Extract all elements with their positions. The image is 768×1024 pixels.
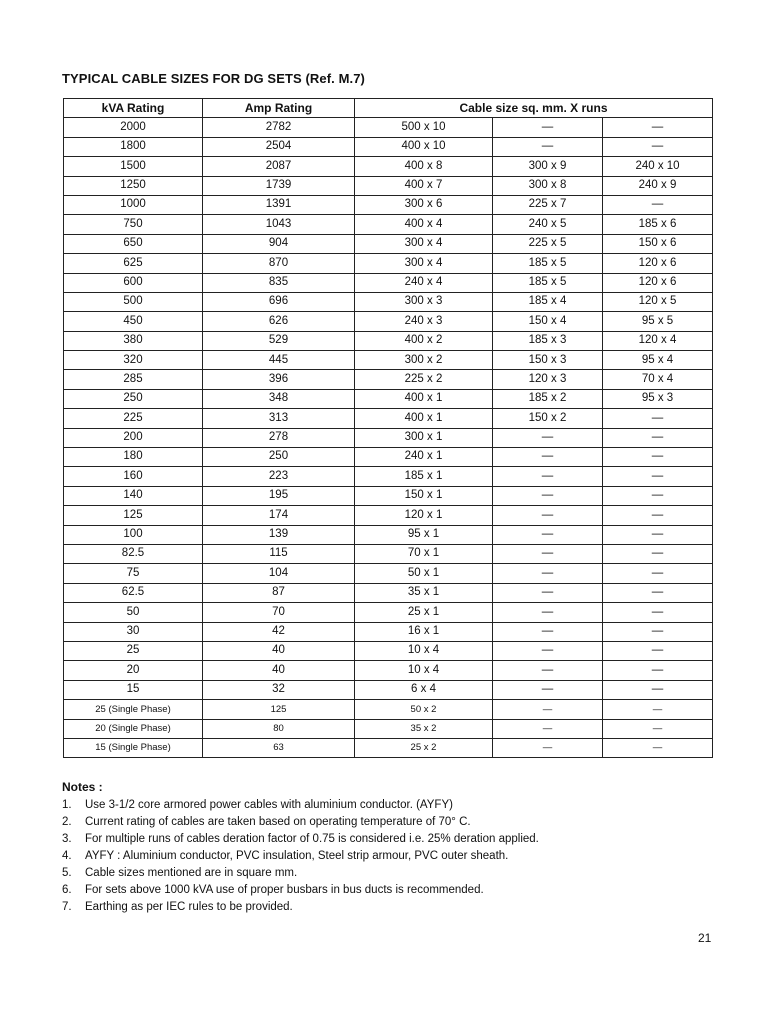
amp-rating-cell: 2087	[203, 157, 355, 176]
cable-size-run-3-cell: —	[603, 603, 713, 622]
note-item	[62, 797, 539, 814]
cable-size-run-1-cell: 300 x 6	[355, 195, 493, 214]
cable-size-table	[63, 98, 713, 758]
kva-rating-cell: 500	[64, 292, 203, 311]
cable-size-run-3-cell: —	[603, 661, 713, 680]
note-text: Cable sizes mentioned are in square mm.	[85, 867, 298, 879]
cable-size-run-3-cell: —	[603, 622, 713, 641]
cable-size-run-1-cell: 25 x 1	[355, 603, 493, 622]
cable-size-run-1-cell: 120 x 1	[355, 506, 493, 525]
cable-size-run-2-cell: —	[493, 738, 603, 757]
note-number: 6.	[62, 884, 72, 896]
amp-rating-cell: 529	[203, 331, 355, 350]
amp-rating-cell: 1739	[203, 176, 355, 195]
cable-size-run-2-cell: 185 x 5	[493, 273, 603, 292]
cable-size-run-2-cell: 150 x 4	[493, 312, 603, 331]
kva-rating-cell: 600	[64, 273, 203, 292]
amp-rating-cell: 348	[203, 389, 355, 408]
cable-size-run-1-cell: 6 x 4	[355, 680, 493, 699]
amp-rating-cell: 445	[203, 351, 355, 370]
table-row	[64, 254, 713, 273]
cable-size-run-3-cell: 120 x 6	[603, 273, 713, 292]
cable-size-run-2-cell: 240 x 5	[493, 215, 603, 234]
note-item	[62, 848, 539, 865]
cable-size-run-1-cell: 400 x 1	[355, 389, 493, 408]
amp-rating-cell: 904	[203, 234, 355, 253]
amp-rating-cell: 139	[203, 525, 355, 544]
cable-size-run-1-cell: 400 x 1	[355, 409, 493, 428]
amp-rating-cell: 696	[203, 292, 355, 311]
kva-rating-cell: 285	[64, 370, 203, 389]
cable-size-run-2-cell: —	[493, 680, 603, 699]
cable-size-run-1-cell: 70 x 1	[355, 544, 493, 563]
table-row	[64, 273, 713, 292]
kva-rating-cell: 2000	[64, 118, 203, 137]
cable-size-run-2-cell: —	[493, 700, 603, 719]
cable-size-run-1-cell: 500 x 10	[355, 118, 493, 137]
header-amp-rating: Amp Rating	[203, 99, 355, 118]
cable-size-run-2-cell: —	[493, 467, 603, 486]
cable-size-run-2-cell: —	[493, 661, 603, 680]
note-number: 7.	[62, 901, 72, 913]
cable-size-run-1-cell: 95 x 1	[355, 525, 493, 544]
cable-size-run-1-cell: 300 x 4	[355, 254, 493, 273]
cable-size-run-3-cell: 95 x 4	[603, 351, 713, 370]
kva-rating-cell: 750	[64, 215, 203, 234]
cable-size-run-1-cell: 35 x 2	[355, 719, 493, 738]
table-row	[64, 234, 713, 253]
kva-rating-cell: 82.5	[64, 544, 203, 563]
cable-size-run-1-cell: 240 x 3	[355, 312, 493, 331]
kva-rating-cell: 380	[64, 331, 203, 350]
cable-size-run-2-cell: —	[493, 506, 603, 525]
note-number: 4.	[62, 850, 72, 862]
kva-rating-cell: 140	[64, 486, 203, 505]
table-row	[64, 157, 713, 176]
table-row	[64, 312, 713, 331]
table-row	[64, 641, 713, 660]
table-row	[64, 544, 713, 563]
amp-rating-cell: 835	[203, 273, 355, 292]
table-row	[64, 506, 713, 525]
cable-size-run-3-cell: —	[603, 719, 713, 738]
cable-size-run-2-cell: 120 x 3	[493, 370, 603, 389]
note-item	[62, 882, 539, 899]
amp-rating-cell: 80	[203, 719, 355, 738]
kva-rating-cell: 625	[64, 254, 203, 273]
cable-size-run-1-cell: 10 x 4	[355, 641, 493, 660]
kva-rating-cell: 75	[64, 564, 203, 583]
table-row	[64, 195, 713, 214]
cable-size-run-3-cell: —	[603, 544, 713, 563]
note-text: Earthing as per IEC rules to be provided.	[85, 901, 293, 913]
kva-rating-cell: 650	[64, 234, 203, 253]
table-row	[64, 603, 713, 622]
table-row	[64, 370, 713, 389]
cable-size-run-2-cell: —	[493, 583, 603, 602]
table-row	[64, 331, 713, 350]
cable-size-run-3-cell: —	[603, 195, 713, 214]
kva-rating-cell: 1500	[64, 157, 203, 176]
kva-rating-cell: 62.5	[64, 583, 203, 602]
kva-rating-cell: 20	[64, 661, 203, 680]
cable-size-run-2-cell: —	[493, 428, 603, 447]
amp-rating-cell: 87	[203, 583, 355, 602]
kva-rating-cell: 1800	[64, 137, 203, 156]
amp-rating-cell: 174	[203, 506, 355, 525]
table-row	[64, 486, 713, 505]
table-row	[64, 137, 713, 156]
cable-size-run-1-cell: 35 x 1	[355, 583, 493, 602]
note-text: Current rating of cables are taken based on operating temperature of 70° C.	[85, 816, 471, 828]
cable-size-run-3-cell: —	[603, 525, 713, 544]
cable-size-run-3-cell: 70 x 4	[603, 370, 713, 389]
cable-size-run-1-cell: 25 x 2	[355, 738, 493, 757]
header-kva-rating: kVA Rating	[64, 99, 203, 118]
note-text: For sets above 1000 kVA use of proper busbars in bus ducts is recommended.	[85, 884, 484, 896]
amp-rating-cell: 32	[203, 680, 355, 699]
amp-rating-cell: 396	[203, 370, 355, 389]
cable-size-run-3-cell: —	[603, 486, 713, 505]
note-text: For multiple runs of cables deration factor of 0.75 is considered i.e. 25% deration applied.	[85, 833, 539, 845]
page-number: 21	[698, 931, 712, 945]
kva-rating-cell: 50	[64, 603, 203, 622]
cable-size-run-2-cell: —	[493, 525, 603, 544]
cable-size-run-3-cell: 240 x 10	[603, 157, 713, 176]
kva-rating-cell: 250	[64, 389, 203, 408]
cable-size-run-2-cell: —	[493, 137, 603, 156]
cable-size-run-3-cell: —	[603, 564, 713, 583]
cable-size-run-2-cell: 185 x 5	[493, 254, 603, 273]
cable-size-run-2-cell: 150 x 3	[493, 351, 603, 370]
cable-size-run-1-cell: 400 x 7	[355, 176, 493, 195]
table-body	[64, 118, 713, 758]
kva-rating-cell: 1250	[64, 176, 203, 195]
cable-size-run-1-cell: 400 x 2	[355, 331, 493, 350]
amp-rating-cell: 115	[203, 544, 355, 563]
cable-size-run-2-cell: 185 x 4	[493, 292, 603, 311]
table-row	[64, 215, 713, 234]
kva-rating-cell: 180	[64, 448, 203, 467]
cable-size-run-2-cell: —	[493, 603, 603, 622]
kva-rating-cell: 25	[64, 641, 203, 660]
table-row	[64, 622, 713, 641]
cable-size-run-2-cell: 185 x 2	[493, 389, 603, 408]
cable-size-run-1-cell: 185 x 1	[355, 467, 493, 486]
table-row	[64, 700, 713, 719]
cable-size-run-3-cell: 120 x 5	[603, 292, 713, 311]
table-row	[64, 448, 713, 467]
cable-size-run-2-cell: —	[493, 719, 603, 738]
table-row	[64, 428, 713, 447]
amp-rating-cell: 626	[203, 312, 355, 331]
cable-size-run-1-cell: 300 x 4	[355, 234, 493, 253]
cable-size-run-1-cell: 240 x 1	[355, 448, 493, 467]
note-item	[62, 899, 539, 916]
cable-size-run-3-cell: 95 x 3	[603, 389, 713, 408]
amp-rating-cell: 70	[203, 603, 355, 622]
note-item	[62, 865, 539, 882]
cable-size-run-1-cell: 400 x 8	[355, 157, 493, 176]
table-row	[64, 661, 713, 680]
kva-rating-cell: 200	[64, 428, 203, 447]
cable-size-run-2-cell: 185 x 3	[493, 331, 603, 350]
cable-size-run-1-cell: 400 x 10	[355, 137, 493, 156]
table-row	[64, 738, 713, 757]
cable-size-run-3-cell: 95 x 5	[603, 312, 713, 331]
kva-rating-cell: 225	[64, 409, 203, 428]
notes-title: Notes :	[62, 780, 103, 794]
amp-rating-cell: 104	[203, 564, 355, 583]
cable-size-run-2-cell: 300 x 8	[493, 176, 603, 195]
cable-size-run-3-cell: —	[603, 137, 713, 156]
cable-size-run-3-cell: 185 x 6	[603, 215, 713, 234]
cable-size-run-2-cell: —	[493, 118, 603, 137]
cable-size-run-1-cell: 300 x 3	[355, 292, 493, 311]
kva-rating-cell: 160	[64, 467, 203, 486]
cable-size-run-2-cell: —	[493, 622, 603, 641]
cable-size-run-2-cell: 150 x 2	[493, 409, 603, 428]
note-item	[62, 814, 539, 831]
table-header-row	[64, 99, 713, 118]
cable-size-run-3-cell: 120 x 4	[603, 331, 713, 350]
table-row	[64, 176, 713, 195]
cable-size-run-1-cell: 150 x 1	[355, 486, 493, 505]
cable-size-run-1-cell: 50 x 2	[355, 700, 493, 719]
cable-size-run-3-cell: 150 x 6	[603, 234, 713, 253]
kva-rating-cell: 100	[64, 525, 203, 544]
cable-size-run-2-cell: —	[493, 448, 603, 467]
cable-size-run-3-cell: 240 x 9	[603, 176, 713, 195]
table-row	[64, 583, 713, 602]
amp-rating-cell: 278	[203, 428, 355, 447]
amp-rating-cell: 1043	[203, 215, 355, 234]
kva-rating-cell: 15 (Single Phase)	[64, 738, 203, 757]
cable-size-run-3-cell: —	[603, 409, 713, 428]
cable-size-run-3-cell: 120 x 6	[603, 254, 713, 273]
table-row	[64, 389, 713, 408]
amp-rating-cell: 870	[203, 254, 355, 273]
cable-size-run-3-cell: —	[603, 583, 713, 602]
header-cable-size: Cable size sq. mm. X runs	[355, 99, 713, 118]
kva-rating-cell: 15	[64, 680, 203, 699]
amp-rating-cell: 1391	[203, 195, 355, 214]
table-row	[64, 292, 713, 311]
cable-size-run-3-cell: —	[603, 738, 713, 757]
note-number: 3.	[62, 833, 72, 845]
cable-size-run-1-cell: 400 x 4	[355, 215, 493, 234]
kva-rating-cell: 450	[64, 312, 203, 331]
cable-size-run-2-cell: 225 x 5	[493, 234, 603, 253]
table-row	[64, 467, 713, 486]
notes-list	[62, 797, 539, 916]
amp-rating-cell: 313	[203, 409, 355, 428]
table-row	[64, 351, 713, 370]
cable-size-run-3-cell: —	[603, 700, 713, 719]
kva-rating-cell: 20 (Single Phase)	[64, 719, 203, 738]
note-number: 5.	[62, 867, 72, 879]
amp-rating-cell: 63	[203, 738, 355, 757]
cable-size-run-1-cell: 16 x 1	[355, 622, 493, 641]
amp-rating-cell: 2504	[203, 137, 355, 156]
table-row	[64, 525, 713, 544]
table-row	[64, 564, 713, 583]
amp-rating-cell: 250	[203, 448, 355, 467]
kva-rating-cell: 125	[64, 506, 203, 525]
table-row	[64, 719, 713, 738]
amp-rating-cell: 40	[203, 641, 355, 660]
table-row	[64, 680, 713, 699]
cable-size-run-3-cell: —	[603, 448, 713, 467]
cable-size-run-2-cell: —	[493, 564, 603, 583]
kva-rating-cell: 320	[64, 351, 203, 370]
kva-rating-cell: 30	[64, 622, 203, 641]
notes-section	[62, 779, 539, 916]
cable-size-run-1-cell: 300 x 2	[355, 351, 493, 370]
cable-size-run-2-cell: —	[493, 486, 603, 505]
amp-rating-cell: 2782	[203, 118, 355, 137]
cable-size-run-3-cell: —	[603, 428, 713, 447]
note-item	[62, 831, 539, 848]
cable-size-run-1-cell: 300 x 1	[355, 428, 493, 447]
note-number: 1.	[62, 799, 72, 811]
amp-rating-cell: 125	[203, 700, 355, 719]
cable-size-run-2-cell: 225 x 7	[493, 195, 603, 214]
cable-size-run-3-cell: —	[603, 680, 713, 699]
page-title: TYPICAL CABLE SIZES FOR DG SETS (Ref. M.7)	[62, 71, 365, 86]
cable-size-run-1-cell: 50 x 1	[355, 564, 493, 583]
note-number: 2.	[62, 816, 72, 828]
cable-size-run-3-cell: —	[603, 641, 713, 660]
cable-size-run-1-cell: 225 x 2	[355, 370, 493, 389]
amp-rating-cell: 40	[203, 661, 355, 680]
cable-size-run-2-cell: —	[493, 544, 603, 563]
cable-size-run-2-cell: 300 x 9	[493, 157, 603, 176]
note-text: AYFY : Aluminium conductor, PVC insulation, Steel strip armour, PVC outer sheath.	[85, 850, 509, 862]
cable-size-run-3-cell: —	[603, 467, 713, 486]
amp-rating-cell: 223	[203, 467, 355, 486]
cable-size-run-2-cell: —	[493, 641, 603, 660]
cable-size-run-1-cell: 10 x 4	[355, 661, 493, 680]
cable-size-run-3-cell: —	[603, 506, 713, 525]
cable-size-run-3-cell: —	[603, 118, 713, 137]
kva-rating-cell: 1000	[64, 195, 203, 214]
note-text: Use 3-1/2 core armored power cables with aluminium conductor. (AYFY)	[85, 799, 453, 811]
table-row	[64, 118, 713, 137]
cable-size-run-1-cell: 240 x 4	[355, 273, 493, 292]
amp-rating-cell: 195	[203, 486, 355, 505]
table-row	[64, 409, 713, 428]
amp-rating-cell: 42	[203, 622, 355, 641]
kva-rating-cell: 25 (Single Phase)	[64, 700, 203, 719]
